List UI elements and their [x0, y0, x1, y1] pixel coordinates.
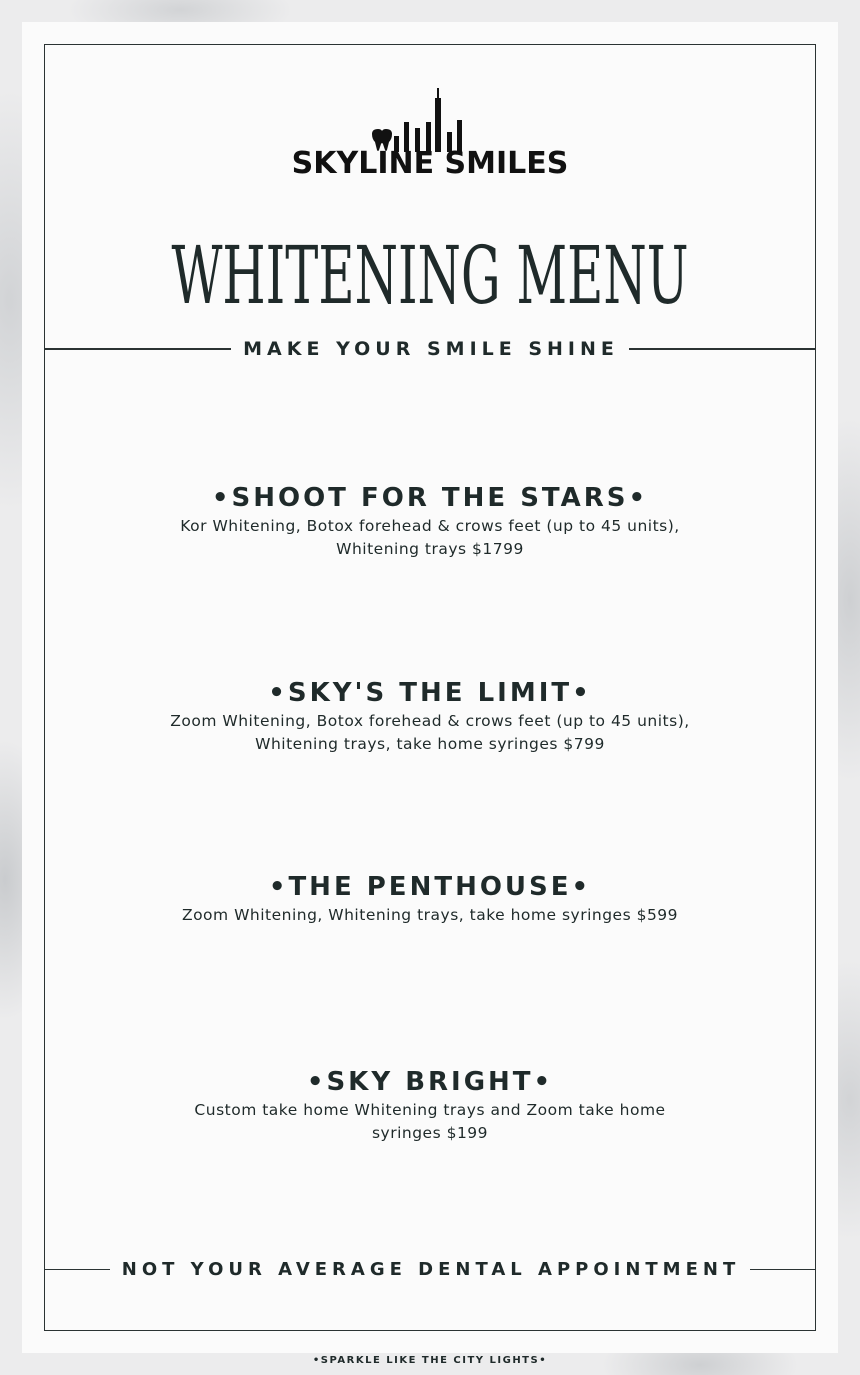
bottom-tagline: NOT YOUR AVERAGE DENTAL APPOINTMENT: [121, 1259, 741, 1280]
menu-item-name: •SHOOT FOR THE STARS•: [211, 483, 649, 513]
menu-item-name: •SKY BRIGHT•: [306, 1067, 554, 1097]
page-title: WHITENING MENU: [171, 229, 689, 322]
menu-item: [160, 1065, 700, 1145]
bottom-divider: [44, 1259, 816, 1280]
menu-item-name: •THE PENTHOUSE•: [268, 872, 592, 902]
tagline-divider: [44, 338, 816, 360]
menu-item-description: Custom take home Whitening trays and Zoom take home syringes $199: [194, 1101, 666, 1142]
divider-line-left: [44, 1269, 110, 1271]
divider-line-right: [750, 1269, 816, 1271]
divider-line-left: [44, 348, 231, 350]
menu-item: [160, 676, 700, 756]
menu-item-description: Zoom Whitening, Whitening trays, take home syringes $599: [181, 906, 679, 924]
menu-item: [160, 481, 700, 561]
menu-item-description: Zoom Whitening, Botox forehead & crows feet (up to 45 units), Whitening trays, take home syringes $799: [170, 712, 690, 753]
tagline: MAKE YOUR SMILE SHINE: [243, 338, 619, 360]
menu-item-name: •SKY'S THE LIMIT•: [268, 678, 592, 708]
divider-line-right: [629, 348, 816, 350]
skyline-tooth-icon: [370, 84, 480, 152]
menu-item-description: Kor Whitening, Botox forehead & crows feet (up to 45 units), Whitening trays $1799: [180, 517, 680, 558]
brand-name: SKYLINE SMILES: [291, 146, 569, 181]
menu-item: [160, 870, 700, 927]
footer-text: •SPARKLE LIKE THE CITY LIGHTS•: [312, 1355, 548, 1366]
